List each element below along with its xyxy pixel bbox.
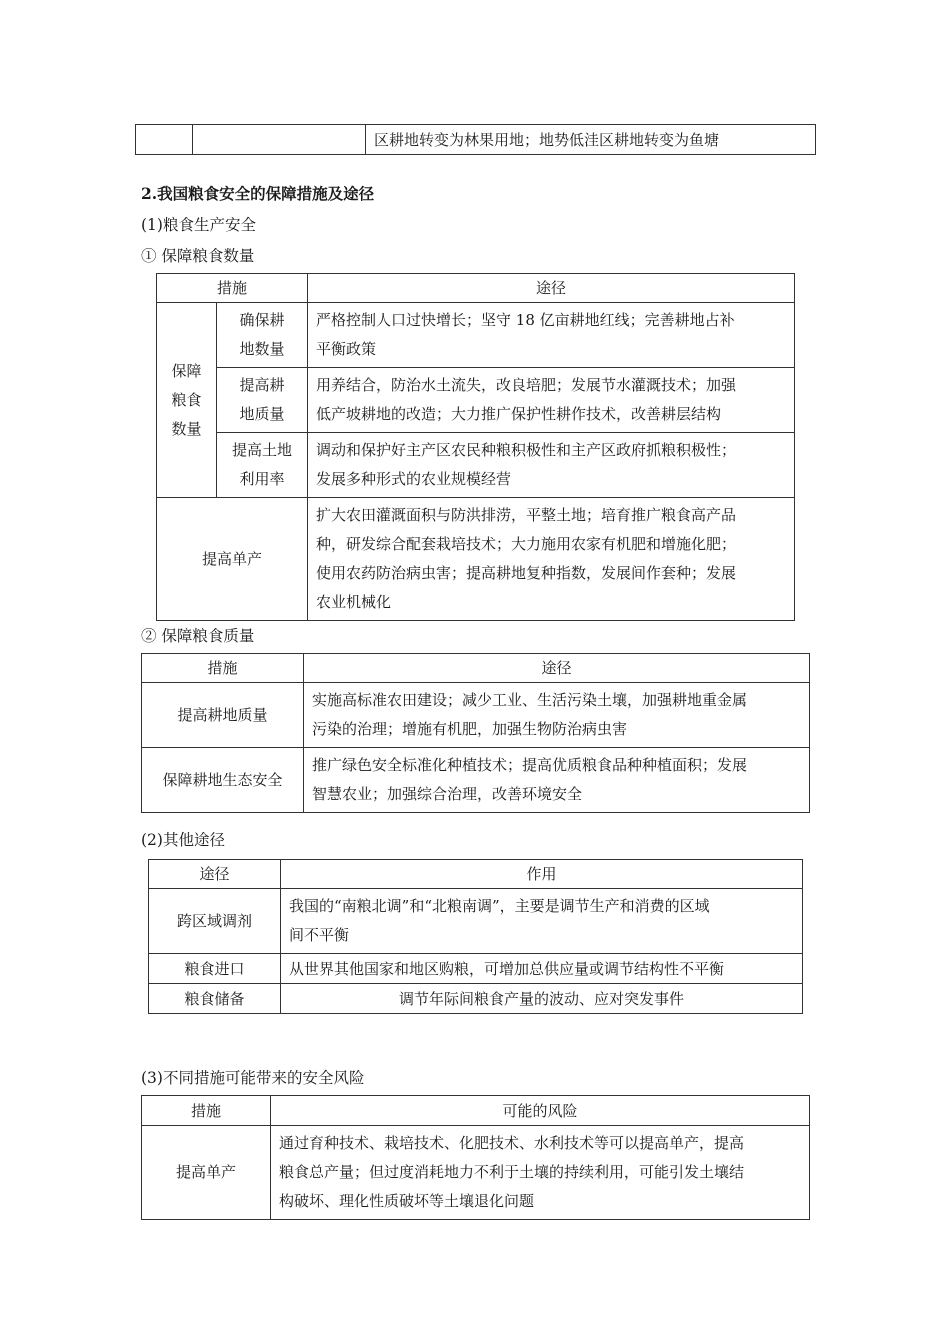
risk-table xyxy=(141,1095,810,1220)
table1-row3-path: 调动和保护好主产区农民种粮积极性和主产区政府抓粮积极性； 发展多种形式的农业规模经营 xyxy=(308,433,795,498)
table1-row4-path: 扩大农田灌溉面积与防洪排涝，平整土地；培育推广粮食高产品 种，研发综合配套栽培技术；大力施用农家有机肥和增施化肥； 使用农药防治病虫害；提高耕地复种指数，发展间作套种；发展 农业机械化 xyxy=(308,498,795,621)
table2-row1-path: 实施高标准农田建设；减少工业、生活污染土壤，加强耕地重金属 污染的治理；增施有机肥，加强生物防治病虫害 xyxy=(304,683,810,748)
table1-header-measure: 措施 xyxy=(157,274,308,303)
table4-row1-measure: 提高单产 xyxy=(142,1126,271,1220)
subsection-title-1: (1)粮食生产安全 xyxy=(141,216,256,234)
table4-row1-risk: 通过育种技术、栽培技术、化肥技术、水利技术等可以提高单产，提高 粮食总产量；但过度消耗地力不利于土壤的持续利用，可能引发土壤结 构破坏、理化性质破坏等土壤退化问题 xyxy=(271,1126,810,1220)
table2-row2-path: 推广绿色安全标准化种植技术；提高优质粮食品种种植面积；发展 智慧农业；加强综合治理，改善环境安全 xyxy=(304,748,810,813)
table3-header-effect: 作用 xyxy=(281,860,803,889)
table1-row2-measure: 提高耕 地质量 xyxy=(217,368,308,433)
subsection-title-2: (2)其他途径 xyxy=(141,831,225,849)
table3-row3-effect: 调节年际间粮食产量的波动、应对突发事件 xyxy=(281,984,803,1014)
table4-header-risk: 可能的风险 xyxy=(271,1096,810,1126)
grain-quantity-table xyxy=(156,273,795,621)
item-title-2: ② 保障粮食质量 xyxy=(141,627,255,645)
table1-header-path: 途径 xyxy=(308,274,795,303)
other-paths-table xyxy=(148,859,803,1014)
top-continuation-table xyxy=(135,124,816,155)
subsection-title-3: (3)不同措施可能带来的安全风险 xyxy=(141,1069,365,1087)
table2-header-measure: 措施 xyxy=(142,654,304,683)
table1-row3-measure: 提高土地 利用率 xyxy=(217,433,308,498)
table1-row1-path: 严格控制人口过快增长；坚守 18 亿亩耕地红线；完善耕地占补 平衡政策 xyxy=(308,303,795,368)
top-table-cell-empty-2 xyxy=(193,125,366,155)
table3-row1-effect: 我国的“南粮北调”和“北粮南调”，主要是调节生产和消费的区域 间不平衡 xyxy=(281,889,803,954)
table2-row2-measure: 保障耕地生态安全 xyxy=(142,748,304,813)
top-table-cell-empty-1 xyxy=(136,125,193,155)
table3-row2-path: 粮食进口 xyxy=(149,954,281,984)
table1-row1-measure: 确保耕 地数量 xyxy=(217,303,308,368)
table3-row1-path: 跨区域调剂 xyxy=(149,889,281,954)
table1-group-label: 保障 粮食 数量 xyxy=(157,303,217,498)
table3-row2-effect: 从世界其他国家和地区购粮，可增加总供应量或调节结构性不平衡 xyxy=(281,954,803,984)
table2-header-path: 途径 xyxy=(304,654,810,683)
table4-header-measure: 措施 xyxy=(142,1096,271,1126)
table3-header-path: 途径 xyxy=(149,860,281,889)
table2-row1-measure: 提高耕地质量 xyxy=(142,683,304,748)
section-title: 2.我国粮食安全的保障措施及途径 xyxy=(141,184,375,203)
grain-quality-table xyxy=(141,653,810,813)
top-table-text: 区耕地转变为林果用地；地势低洼区耕地转变为鱼塘 xyxy=(366,125,816,155)
table1-row2-path: 用养结合，防治水土流失，改良培肥；发展节水灌溉技术；加强 低产坡耕地的改造；大力推广保护性耕作技术，改善耕层结构 xyxy=(308,368,795,433)
table3-row3-path: 粮食储备 xyxy=(149,984,281,1014)
table1-row4-measure: 提高单产 xyxy=(157,498,308,621)
item-title-1: ① 保障粮食数量 xyxy=(141,247,255,265)
